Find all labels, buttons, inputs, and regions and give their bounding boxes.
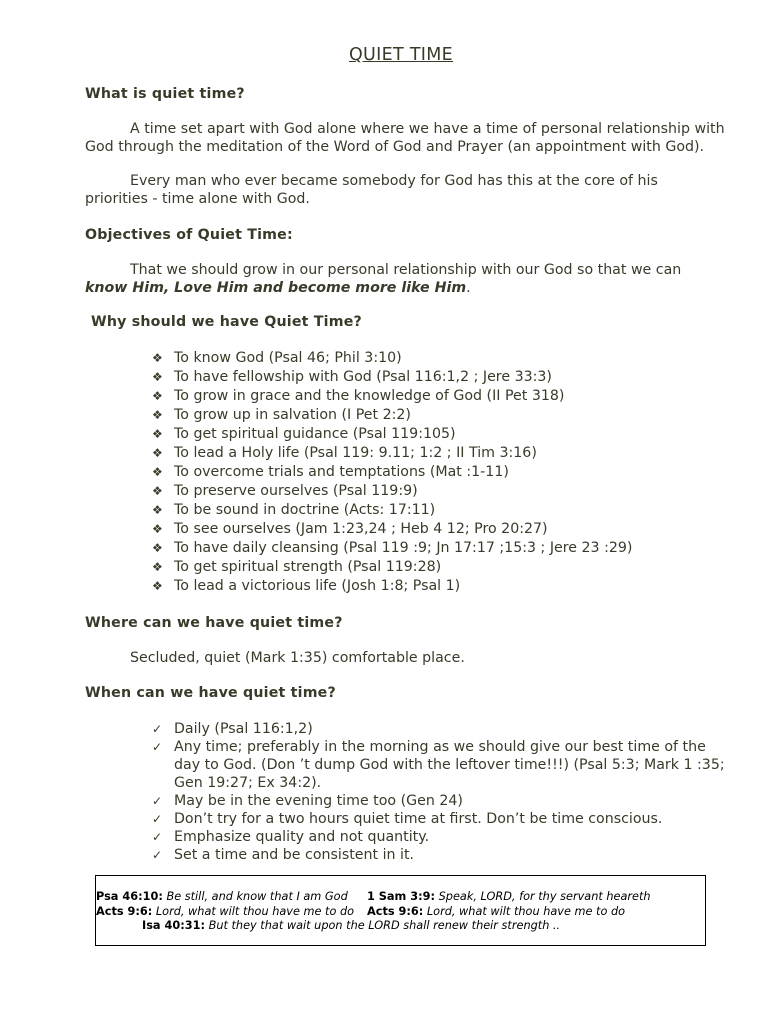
diamond-bullet-icon: ❖: [152, 484, 163, 498]
list-item: ✓ Set a time and be consistent in it.: [152, 847, 415, 863]
verse-line: 1 Sam 3:9: Speak, LORD, for thy servant heareth: [367, 890, 651, 903]
list-item: ✓ May be in the evening time too (Gen 24): [152, 793, 463, 809]
verse-line: Acts 9:6: Lord, what wilt thou have me to do: [96, 905, 355, 918]
list-item: ❖ To grow in grace and the knowledge of God (II Pet 318): [152, 388, 565, 404]
diamond-bullet-icon: ❖: [152, 465, 163, 479]
heading-why: Why should we have Quiet Time?: [91, 314, 362, 330]
verse-line: Psa 46:10: Be still, and know that I am God: [96, 890, 348, 903]
diamond-bullet-icon: ❖: [152, 370, 163, 384]
paragraph-what-definition: A time set apart with God alone where we have a time of personal relationship with God through the meditation of the Word of God and Prayer (an appointment with God).: [85, 121, 725, 155]
heading-what: What is quiet time?: [85, 86, 245, 102]
heading-where: Where can we have quiet time?: [85, 615, 343, 631]
list-item: ❖ To get spiritual guidance (Psal 119:105): [152, 426, 456, 442]
list-item: ✓ Any time; preferably in the morning as we should give our best time of the day to God. (Don ’t dump God with the leftover time!!!) (Psal 5:3; Mark 1 :35; Gen 19:27; Ex 34:2).: [152, 739, 725, 791]
diamond-bullet-icon: ❖: [152, 351, 163, 365]
page-title: QUIET TIME: [348, 45, 454, 65]
paragraph-where: Secluded, quiet (Mark 1:35) comfortable place.: [130, 650, 465, 666]
verse-line: Acts 9:6: Lord, what wilt thou have me to do: [367, 905, 626, 918]
check-icon: ✓: [152, 812, 163, 826]
list-item: ✓ Don’t try for a two hours quiet time at first. Don’t be time conscious.: [152, 811, 663, 827]
list-item: ❖ To see ourselves (Jam 1:23,24 ; Heb 4 12; Pro 20:27): [152, 521, 548, 537]
check-icon: ✓: [152, 722, 163, 736]
list-item: ❖ To have fellowship with God (Psal 116:1,2 ; Jere 33:3): [152, 369, 552, 385]
diamond-bullet-icon: ❖: [152, 503, 163, 517]
heading-objectives: Objectives of Quiet Time:: [85, 227, 293, 243]
verse-box: [95, 875, 706, 946]
check-icon: ✓: [152, 740, 163, 754]
check-icon: ✓: [152, 848, 163, 862]
why-list: [152, 349, 732, 596]
list-item: ❖ To overcome trials and temptations (Mat :1-11): [152, 464, 509, 480]
diamond-bullet-icon: ❖: [152, 579, 163, 593]
list-item: ❖ To know God (Psal 46; Phil 3:10): [152, 350, 402, 366]
objectives-emphasis: know Him, Love Him and become more like Him: [85, 279, 467, 296]
list-item: ✓ Daily (Psal 116:1,2): [152, 721, 313, 737]
diamond-bullet-icon: ❖: [152, 560, 163, 574]
check-icon: ✓: [152, 830, 163, 844]
diamond-bullet-icon: ❖: [152, 408, 163, 422]
heading-when: When can we have quiet time?: [85, 685, 336, 701]
diamond-bullet-icon: ❖: [152, 446, 163, 460]
list-item: ❖ To be sound in doctrine (Acts: 17:11): [152, 502, 436, 518]
diamond-bullet-icon: ❖: [152, 389, 163, 403]
paragraph-objectives: That we should grow in our personal relationship with our God so that we can know Him, Love Him and become more like Him.: [85, 262, 682, 296]
list-item: ❖ To lead a Holy life (Psal 119: 9.11; 1:2 ; II Tim 3:16): [152, 445, 537, 461]
list-item: ❖ To have daily cleansing (Psal 119 :9; Jn 17:17 ;15:3 ; Jere 23 :29): [152, 540, 633, 556]
list-item: ❖ To preserve ourselves (Psal 119:9): [152, 483, 418, 499]
diamond-bullet-icon: ❖: [152, 522, 163, 536]
list-item: ❖ To get spiritual strength (Psal 119:28): [152, 559, 442, 575]
diamond-bullet-icon: ❖: [152, 427, 163, 441]
paragraph-what-priority: Every man who ever became somebody for God has this at the core of his priorities - time alone with God.: [85, 173, 658, 207]
diamond-bullet-icon: ❖: [152, 541, 163, 555]
verse-line: Isa 40:31: But they that wait upon the LORD shall renew their strength ..: [142, 919, 561, 932]
check-icon: ✓: [152, 794, 163, 808]
list-item: ❖ To lead a victorious life (Josh 1:8; Psal 1): [152, 578, 461, 594]
when-list: [152, 720, 732, 864]
list-item: ✓ Emphasize quality and not quantity.: [152, 829, 430, 845]
list-item: ❖ To grow up in salvation (I Pet 2:2): [152, 407, 411, 423]
